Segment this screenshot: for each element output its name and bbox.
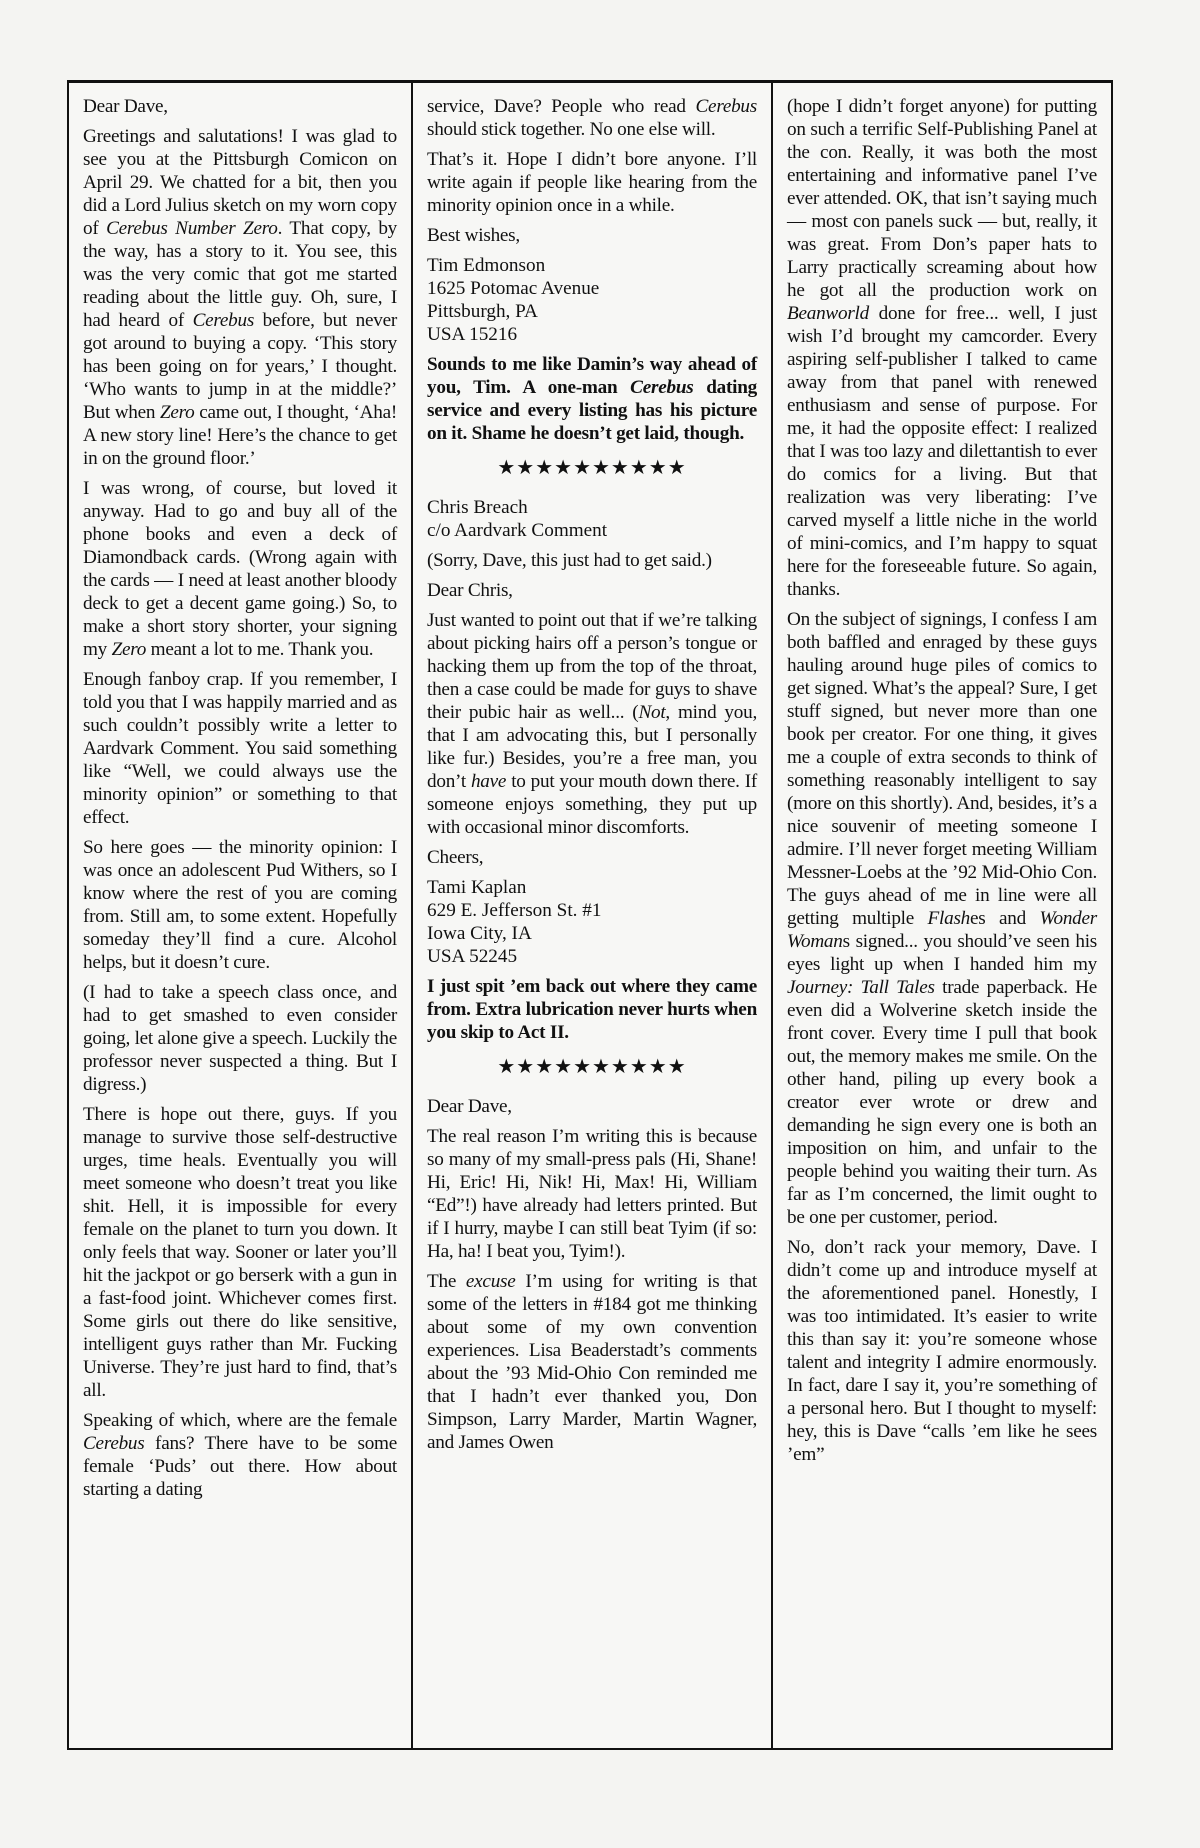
text-run: es and (970, 908, 1040, 929)
letter-paragraph (427, 549, 757, 572)
letter-paragraph (427, 579, 757, 602)
italic-title-text: Not (638, 702, 666, 723)
text-run: So here goes — the minority opinion: I was once an adolescent Pud Withers, so I know where the rest of you are coming from. Still am, to some extent. Hopefully someday they’ll find a cure. Alcohol helps, but it doesn’t cure. (83, 837, 397, 973)
address-line: 1625 Potomac Avenue (427, 278, 600, 299)
text-run: Greetings and salutations! I was glad to see you at the Pittsburgh Comicon on April 29. We chatted for a bit, then you did a Lord Julius sketch on my worn copy of (83, 126, 397, 239)
address-line: Tami Kaplan (427, 877, 527, 898)
text-run: That’s it. Hope I didn’t bore anyone. I’ll write again if people like hearing from the minority opinion once in a while. (427, 149, 757, 216)
text-run: Enough fanboy crap. If you remember, I told you that I was happily married and as such couldn’t possibly write a letter to Aardvark Comment. You said something like “Well, we could always use the minority opinion” or something to that effect. (83, 669, 397, 828)
letter-paragraph (427, 224, 757, 247)
letter-paragraph (427, 1095, 757, 1118)
text-run: to put your mouth down there. If someone enjoys something, they put up with occasional minor discomforts. (427, 771, 758, 838)
text-run: I was wrong, of course, but loved it anyway. Had to go and buy all of the phone books and even a deck of Diamondback cards. (Wrong again with the cards — I need at least another bloody deck to get a decent game going.) So, to make a short story shorter, your signing my (83, 478, 397, 660)
address-line: Pittsburgh, PA (427, 301, 538, 322)
letters-column-2 (411, 83, 771, 1748)
text-run: I’m using for writing is that some of the letters in #184 got me thinking about some of my own convention experiences. Lisa Beaderstadt’s comments about the ’93 Mid-Ohio Con reminded me that I hadn’t ever thanked you, Don Simpson, Larry Marder, Martin Wagner, and James Owen (427, 1271, 757, 1453)
letters-column-3 (771, 83, 1111, 1748)
address-line: Tim Edmonson (427, 255, 546, 276)
text-run: ★★★★★★★★★★ (497, 457, 687, 479)
text-run: (I had to take a speech class once, and had to get smashed to even consider going, let alone give a speech. Luckily the professor never suspected a thing. But I digress.) (83, 982, 397, 1095)
letter-paragraph (83, 95, 397, 118)
text-run: trade paperback. He even did a Wolverine sketch inside the front cover. Every time I pull that book out, the memory makes me smile. On the other hand, piling up every book a creator ever wrote or drew and demanding he sign every one is both an imposition on him, and unfair to the people behind you waiting their turn. As far as I’m concerned, the limit ought to be one per customer, period. (787, 977, 1097, 1228)
text-run: service, Dave? People who read (427, 96, 696, 117)
text-run: s signed... you should’ve seen his eyes light up when I handed him my (787, 931, 1097, 975)
text-run: Best wishes, (427, 225, 520, 246)
letter-paragraph (83, 477, 397, 661)
letter-paragraph (427, 1125, 757, 1263)
letter-paragraph (83, 981, 397, 1096)
text-run: , mind you, that I am advocating this, but I personally like fur.) Besides, you’re a free man, you don’t (427, 702, 757, 792)
italic-title-text: Zero (159, 402, 195, 423)
italic-title-text: Cerebus Number Zero (106, 218, 278, 239)
letters-page-frame (67, 80, 1113, 1750)
letter-paragraph (427, 846, 757, 869)
star-divider (427, 457, 757, 480)
text-run: done for free... well, I just wish I’d brought my camcorder. Every aspiring self-publisher I talked to came away from that panel with renewed enthusiasm and sense of purpose. For me, it had the opposite effect: I realized that I was too lazy and dilettantish to ever do comics for a living. But that realization was very liberating: I’ve carved myself a little niche in the world of mini-comics, and I’m happy to squat here for the foreseeable future. So again, thanks. (787, 303, 1097, 600)
address-line: Chris Breach (427, 497, 528, 518)
text-run: Speaking of which, where are the female (83, 1410, 397, 1431)
text-run: fans? There have to be some female ‘Puds’ out there. How about starting a dating (83, 1433, 397, 1500)
text-run: There is hope out there, guys. If you manage to survive those self-destructive urges, time heals. Eventually you will meet someone who doesn’t treat you like shit. Hell, it is impossible for every female on the planet to turn you down. It only feels that way. Sooner or later you’ll hit the jackpot or go berserk with a gun in a fast-food joint. Whichever comes first. Some girls out there do like sensitive, intelligent guys rather than Mr. Fucking Universe. They’re just hard to find, that’s all. (83, 1104, 397, 1401)
text-run: The real reason I’m writing this is because so many of my small-press pals (Hi, Shane! Hi, Eric! Hi, Nik! Hi, Max! Hi, William “Ed”!) have already had letters printed. But if I hurry, maybe I can still beat Tyim (if so: Ha, ha! I beat you, Tyim!). (427, 1126, 757, 1262)
letter-paragraph (427, 148, 757, 217)
letter-paragraph (83, 1103, 397, 1402)
letter-paragraph (427, 95, 757, 141)
text-run: meant a lot to me. Thank you. (146, 639, 374, 660)
letter-paragraph (427, 1270, 757, 1454)
letter-paragraph (787, 95, 1097, 601)
letter-paragraph (83, 836, 397, 974)
letters-column-1 (69, 83, 411, 1748)
text-run: (hope I didn’t forget anyone) for putting on such a terrific Self-Publishing Panel at the con. Really, it was both the most entertaining and informative panel I’ve ever attended. OK, that isn’t saying much — most con panels suck — but, really, it was great. From Don’s paper hats to Larry practically screaming about how he got all the production work on (787, 96, 1097, 301)
text-run: should stick together. No one else will. (427, 119, 716, 140)
italic-title-text: Flash (927, 908, 971, 929)
text-run: ★★★★★★★★★★ (497, 1056, 687, 1078)
italic-title-text: Cerebus (192, 310, 255, 331)
text-run: before, but never got around to buying a copy. ‘This story has been going on for years,’ I thought. ‘Who wants to jump in at the middle?’ But when (83, 310, 397, 423)
address-line: USA 15216 (427, 324, 518, 345)
italic-title-text: Journey: Tall Tales (787, 977, 935, 998)
text-run: Sounds to me like Damin’s way ahead of you, Tim. A one-man (427, 354, 757, 398)
text-run: Just wanted to point out that if we’re talking about picking hairs off a person’s tongue or hacking them up from the top of the throat, then a case could be made for guys to shave their pubic hair as well... ( (427, 610, 757, 723)
text-run: Cheers, (427, 847, 484, 868)
signature-address-block (427, 496, 757, 542)
text-run: Dear Dave, (427, 1096, 512, 1117)
text-run: Dear Chris, (427, 580, 513, 601)
text-run: I just spit ’em back out where they came from. Extra lubrication never hurts when you skip to Act II. (427, 976, 757, 1043)
address-line: 629 E. Jefferson St. #1 (427, 900, 602, 921)
star-divider (427, 1056, 757, 1079)
text-run: The (427, 1271, 466, 1292)
italic-title-text: Cerebus (83, 1433, 145, 1454)
signature-address-block (427, 254, 757, 346)
letter-paragraph (787, 1236, 1097, 1466)
italic-title-text: Cerebus (630, 377, 694, 398)
letter-paragraph (787, 608, 1097, 1229)
text-run: On the subject of signings, I confess I am both baffled and enraged by these guys hauling around huge piles of comics to get signed. What’s the appeal? Sure, I get stuff signed, but never more than one book per creator. For one thing, it gives me a couple of extra seconds to think of something reasonably intelligent to say (more on this shortly). And, besides, it’s a nice souvenir of meeting someone I admire. I’ll never forget meeting William Messner-Loebs at the ’92 Mid-Ohio Con. The guys ahead of me in line were all getting multiple (787, 609, 1097, 929)
letter-paragraph (83, 668, 397, 829)
italic-title-text: Beanworld (787, 303, 869, 324)
italic-title-text: Zero (111, 639, 147, 660)
letter-paragraph (427, 609, 757, 839)
text-run: Dear Dave, (83, 96, 168, 117)
letter-paragraph (83, 1409, 397, 1501)
italic-title-text: have (470, 771, 507, 792)
text-run: . That copy, by the way, has a story to it. You see, this was the very comic that got me started reading about the little guy. Oh, sure, I had heard of (83, 218, 398, 331)
italic-title-text: Cerebus (695, 96, 757, 117)
text-run: (Sorry, Dave, this just had to get said.) (427, 550, 712, 571)
italic-title-text: Wonder Woman (787, 908, 1097, 952)
text-run: No, don’t rack your memory, Dave. I didn’t come up and introduce myself at the aforementioned panel. Honestly, I was too intimidated. It’s easier to write this than say it: you’re someone whose talent and integrity I admire enormously. In fact, dare I say it, you’re something of a personal hero. But I thought to myself: hey, this is Dave “calls ’em like he sees ’em” (787, 1237, 1097, 1465)
italic-title-text: excuse (465, 1271, 516, 1292)
signature-address-block (427, 876, 757, 968)
address-line: Iowa City, IA (427, 923, 532, 944)
letter-paragraph (83, 125, 397, 470)
editor-reply (427, 353, 757, 445)
text-run: came out, I thought, ‘Aha! A new story line! Here’s the chance to get in on the ground floor.’ (83, 402, 397, 469)
address-line: c/o Aardvark Comment (427, 520, 608, 541)
text-run: dating service and every listing has his picture on it. Shame he doesn’t get laid, though. (427, 377, 757, 444)
address-line: USA 52245 (427, 946, 518, 967)
editor-reply (427, 975, 757, 1044)
